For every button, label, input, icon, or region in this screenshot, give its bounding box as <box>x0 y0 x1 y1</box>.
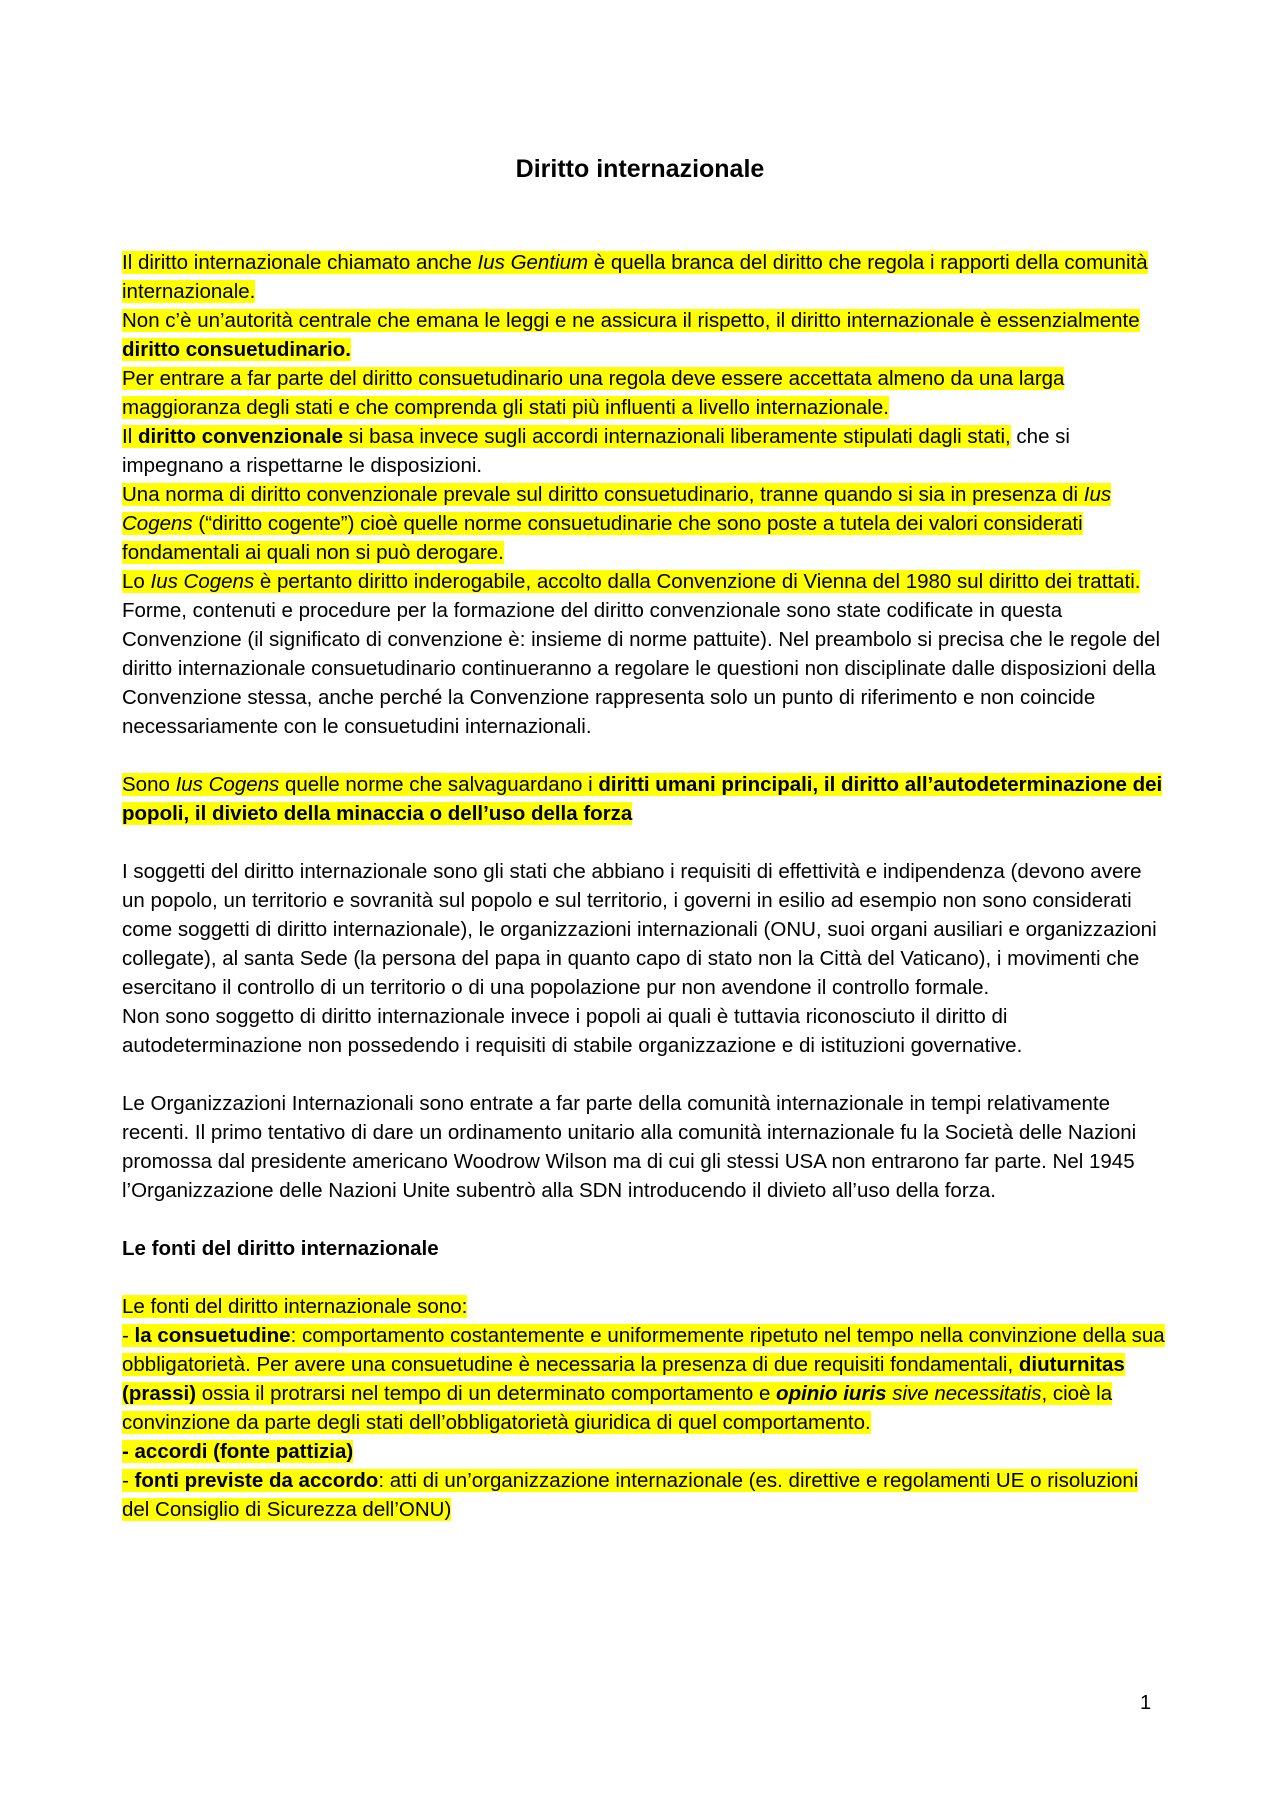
text-run: Sono <box>122 773 176 796</box>
text-run-italic: Ius Cogens <box>175 773 280 796</box>
paragraph-sono-ius-cogens <box>122 770 1167 828</box>
text-run: Per entrare a far parte del diritto consuetudinario una regola deve essere accettata almeno da una larga maggioranza degli stati e che comprenda gli stati più influenti a livello internazionale. <box>122 367 1065 419</box>
text-run: - <box>122 1469 135 1492</box>
text-run: ossia il protrarsi nel tempo di un determinato comportamento e <box>196 1382 777 1405</box>
paragraph-spacer <box>122 828 1167 857</box>
text-run: quelle norme che salvaguardano i <box>279 773 599 796</box>
text-run-bold: diuturnitas (prassi) <box>122 1353 1125 1405</box>
text-run: : atti di un’organizzazione internazionale (es. direttive e regolamenti UE o risoluzioni del Consiglio di Sicurezza dell’ONU) <box>122 1469 1139 1521</box>
paragraph-non-soggetti: Non sono soggetto di diritto internazionale invece i popoli ai quali è tuttavia riconosciuto il diritto di autodeterminazione non possedendo i requisiti di stabile organizzazione e di istituzioni governative. <box>122 1005 1023 1057</box>
text-run-italic: Ius Gentium <box>477 251 589 274</box>
text-run: (“diritto cogente”) cioè quelle norme consuetudinarie che sono poste a tutela dei valori considerati fondamentali ai quali non si può derogare. <box>122 512 1083 564</box>
paragraph-consuetudinario <box>122 306 1167 364</box>
paragraph-forme-contenuti: Forme, contenuti e procedure per la formazione del diritto convenzionale sono state codificate in questa Convenzione (il significato di convenzione è: insieme di norme pattuite). Nel preambolo si precisa che le regole del diritto internazionale consuetudinario continueranno a regolare le questioni non disciplinate dalle disposizioni della Convenzione stessa, anche perché la Convenzione rappresenta solo un punto di riferimento e non coincide necessariamente con le consuetudini internazionali. <box>122 599 1161 738</box>
text-run: Una norma di diritto convenzionale prevale sul diritto consuetudinario, tranne quando si sia in presenza di <box>122 483 1084 506</box>
paragraph-spacer <box>122 1060 1167 1089</box>
text-run-italic: sive necessitatis <box>886 1382 1042 1405</box>
paragraph-spacer <box>122 741 1167 770</box>
paragraph-spacer <box>122 1205 1167 1234</box>
list-item-accordi <box>122 1437 1167 1466</box>
text-run: Lo <box>122 570 151 593</box>
paragraph-convenzionale <box>122 422 1167 480</box>
text-run-italic: Ius Cogens <box>122 483 1112 535</box>
text-run: che si impegnano a rispettarne le disposizioni. <box>122 425 1070 477</box>
paragraph-regola <box>122 364 1167 422</box>
text-run: - <box>122 1324 135 1347</box>
text-run-bold: fonti previste da accordo <box>134 1469 379 1492</box>
text-run: Le fonti del diritto internazionale sono: <box>122 1295 468 1318</box>
text-run-bold: diritti umani principali, il diritto all’autodeterminazione dei popoli, il divieto della minaccia o dell’uso della forza <box>122 773 1163 825</box>
text-run: si basa invece sugli accordi internazionali liberamente stipulati dagli stati, <box>342 425 1011 448</box>
paragraph-ius-cogens-vienna <box>122 567 1167 596</box>
text-run-bold-italic: opinio iuris <box>776 1382 887 1405</box>
list-item-fonti-previste <box>122 1466 1167 1524</box>
paragraph-fonti-intro <box>122 1292 1167 1321</box>
paragraph-organizzazioni: Le Organizzazioni Internazionali sono entrate a far parte della comunità internazionale in tempi relativamente recenti. Il primo tentativo di dare un ordinamento unitario alla comunità internazionale fu la Società delle Nazioni promossa dal presidente americano Woodrow Wilson ma di cui gli stessi USA non entrarono far parte. Nel 1945 l’Organizzazione delle Nazioni Unite subentrò alla SDN introducendo il divieto all’uso della forza. <box>122 1092 1137 1202</box>
paragraph-soggetti: I soggetti del diritto internazionale sono gli stati che abbiano i requisiti di effettività e indipendenza (devono avere un popolo, un territorio e sovranità sul popolo e sul territorio, i governi in esilio ad esempio non sono considerati come soggetti di diritto internazionale), le organizzazioni internazionali (ONU, suoi organi ausiliari e organizzazioni collegate), al santa Sede (la persona del papa in quanto capo di stato non la Città del Vaticano), i movimenti che esercitano il controllo di un territorio o di una popolazione pur non avendone il controllo formale. <box>122 860 1157 999</box>
text-run: : comportamento costantemente e uniformemente ripetuto nel tempo nella convinzione della sua obbligatorietà. Per avere una consuetudine è necessaria la presenza di due requisiti fondamentali, <box>122 1324 1165 1376</box>
page-title: Diritto internazionale <box>515 155 765 183</box>
text-run-bold: diritto consuetudinario. <box>122 338 351 361</box>
section-heading-fonti <box>122 1234 1167 1263</box>
text-run-bold: - accordi (fonte pattizia) <box>122 1440 354 1463</box>
text-run: Il <box>122 425 138 448</box>
text-run: è quella branca del diritto che regola i rapporti della comunità internazionale. <box>122 251 1148 303</box>
text-run: è pertanto diritto inderogabile, accolto dalla Convenzione di Vienna del 1980 sul diritto dei trattati. <box>254 570 1141 593</box>
document-body <box>122 248 1167 1524</box>
page-number: 1 <box>1140 1692 1152 1714</box>
text-run: Non c’è un’autorità centrale che emana le leggi e ne assicura il rispetto, il diritto internazionale è essenzialmente <box>122 309 1140 332</box>
text-run-bold: diritto convenzionale <box>137 425 343 448</box>
text-run: Il diritto internazionale chiamato anche <box>122 251 478 274</box>
text-run: , cioè la convinzione da parte degli stati dell’obbligatorietà giuridica di quel comportamento. <box>122 1382 1113 1434</box>
paragraph-ius-cogens-norma <box>122 480 1167 567</box>
text-run-italic: Ius Cogens <box>150 570 255 593</box>
text-run-bold: la consuetudine <box>134 1324 291 1347</box>
text-run-bold: Le fonti del diritto internazionale <box>122 1237 439 1260</box>
paragraph-spacer <box>122 1263 1167 1292</box>
paragraph-ius-gentium <box>122 248 1167 306</box>
list-item-consuetudine <box>122 1321 1167 1437</box>
